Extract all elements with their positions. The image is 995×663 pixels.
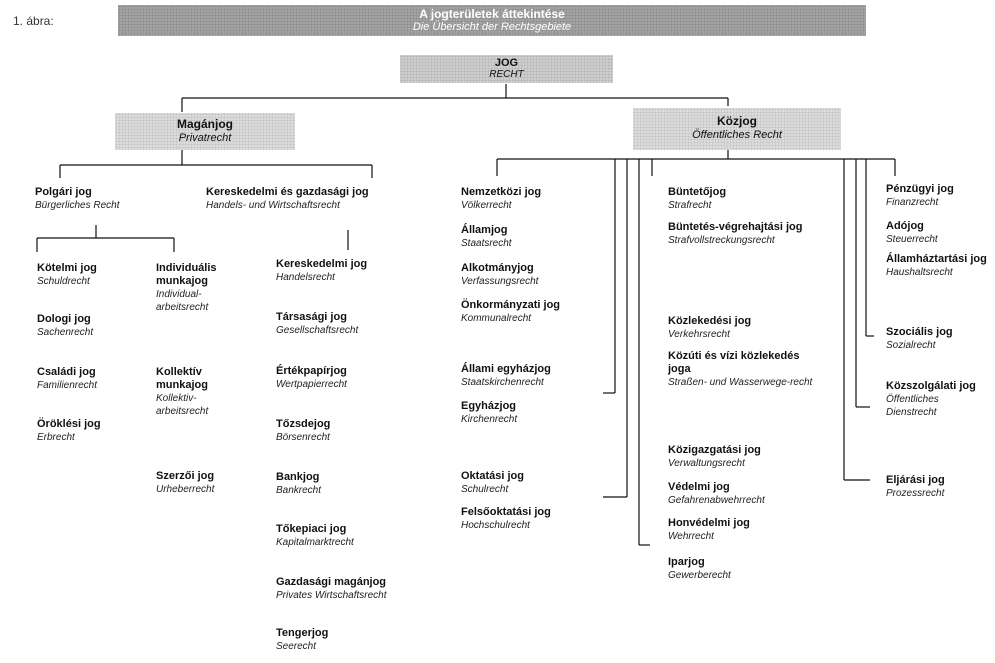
item-hu: Honvédelmi jog bbox=[668, 517, 750, 529]
item-hu: Közlekedési jog bbox=[668, 315, 752, 327]
item-hu: Közszolgálati jog bbox=[886, 380, 976, 392]
item-hu: Nemzetközi jog bbox=[461, 186, 542, 198]
item-de: Steuerrecht bbox=[886, 234, 938, 245]
list-item bbox=[276, 471, 436, 497]
private-law-de: Privatrecht bbox=[178, 132, 232, 144]
list-item bbox=[461, 363, 601, 389]
item-de: Öffentliches Dienstrecht bbox=[886, 394, 939, 418]
item-de: Individual-arbeitsrecht bbox=[156, 289, 209, 313]
item-hu: Kollektív munkajog bbox=[156, 366, 208, 391]
list-item bbox=[886, 253, 991, 279]
list-item bbox=[461, 506, 601, 532]
list-item bbox=[668, 444, 838, 470]
item-hu: Individuális munkajog bbox=[156, 262, 217, 287]
list-item bbox=[461, 186, 601, 212]
item-hu: Társasági jog bbox=[276, 311, 347, 323]
private-law-hu: Magánjog bbox=[177, 117, 233, 131]
list-item bbox=[461, 224, 601, 250]
item-de: Gesellschaftsrecht bbox=[276, 325, 359, 336]
list-item bbox=[37, 418, 147, 444]
item-de: Kommunalrecht bbox=[461, 313, 532, 324]
item-de: Prozessrecht bbox=[886, 488, 945, 499]
item-hu: Alkotmányjog bbox=[461, 262, 534, 274]
item-de: Verwaltungsrecht bbox=[668, 458, 745, 469]
item-hu: Értékpapírjog bbox=[276, 365, 347, 377]
item-hu: Büntetőjog bbox=[668, 186, 727, 198]
item-de: Verkehrsrecht bbox=[668, 329, 730, 340]
item-de: Finanzrecht bbox=[886, 197, 939, 208]
item-de: Handelsrecht bbox=[276, 272, 335, 283]
item-hu: Eljárási jog bbox=[886, 474, 945, 486]
list-item bbox=[668, 556, 838, 582]
item-hu: Iparjog bbox=[668, 556, 705, 568]
commercial-law-node bbox=[206, 186, 416, 212]
item-de: Völkerrecht bbox=[461, 200, 512, 211]
list-item bbox=[886, 220, 991, 246]
list-item bbox=[276, 365, 436, 391]
item-hu: Felsőoktatási jog bbox=[461, 506, 551, 518]
list-item bbox=[886, 380, 976, 419]
item-hu: Tőkepiaci jog bbox=[276, 523, 347, 535]
list-item bbox=[276, 627, 436, 653]
commercial-law-hu: Kereskedelmi és gazdasági jog bbox=[206, 186, 369, 198]
list-item bbox=[886, 183, 991, 209]
item-de: Schulrecht bbox=[461, 484, 509, 495]
item-de: Wehrrecht bbox=[668, 531, 714, 542]
item-de: Familienrecht bbox=[37, 380, 98, 391]
title-hu: A jogterületek áttekintése bbox=[419, 7, 565, 21]
commercial-law-de: Handels- und Wirtschaftsrecht bbox=[206, 200, 340, 211]
list-item bbox=[886, 474, 991, 500]
list-item bbox=[668, 517, 838, 543]
list-item bbox=[276, 311, 436, 337]
root-node bbox=[400, 55, 613, 83]
item-hu: Államjog bbox=[461, 224, 508, 236]
item-de: Hochschulrecht bbox=[461, 520, 530, 531]
item-hu: Szerzői jog bbox=[156, 470, 215, 482]
item-de: Straßen- und Wasserwege-recht bbox=[668, 377, 813, 388]
list-item bbox=[276, 523, 436, 549]
item-de: Sozialrecht bbox=[886, 340, 936, 351]
public-law-de: Öffentliches Recht bbox=[692, 129, 782, 141]
item-hu: Közúti és vízi közlekedés joga bbox=[668, 350, 800, 375]
item-de: Kapitalmarktrecht bbox=[276, 537, 354, 548]
list-item bbox=[461, 470, 601, 496]
item-hu: Pénzügyi jog bbox=[886, 183, 954, 195]
item-hu: Oktatási jog bbox=[461, 470, 524, 482]
item-hu: Kereskedelmi jog bbox=[276, 258, 368, 270]
item-hu: Büntetés-végrehajtási jog bbox=[668, 221, 803, 233]
civil-law-node bbox=[35, 186, 175, 212]
civil-law-hu: Polgári jog bbox=[35, 186, 92, 198]
list-item bbox=[668, 350, 818, 389]
item-de: Haushaltsrecht bbox=[886, 267, 953, 278]
item-de: Staatsrecht bbox=[461, 238, 512, 249]
item-hu: Egyházjog bbox=[461, 400, 517, 412]
item-de: Strafvollstreckungsrecht bbox=[668, 235, 775, 246]
public-law-hu: Közjog bbox=[717, 114, 757, 128]
item-de: Seerecht bbox=[276, 641, 317, 652]
item-hu: Gazdasági magánjog bbox=[276, 576, 387, 588]
item-hu: Adójog bbox=[886, 220, 924, 232]
private-law-box bbox=[115, 113, 295, 150]
item-hu: Kötelmi jog bbox=[37, 262, 97, 274]
list-item bbox=[668, 186, 838, 212]
item-de: Börsenrecht bbox=[276, 432, 330, 443]
item-de: Schuldrecht bbox=[37, 276, 90, 287]
title-de: Die Übersicht der Rechtsgebiete bbox=[412, 21, 572, 33]
civil-law-de: Bürgerliches Recht bbox=[35, 200, 120, 211]
item-de: Gefahrenabwehrrecht bbox=[668, 495, 765, 506]
item-de: Kirchenrecht bbox=[461, 414, 518, 425]
item-de: Wertpapierrecht bbox=[276, 379, 347, 390]
item-de: Erbrecht bbox=[37, 432, 75, 443]
list-item bbox=[156, 262, 226, 314]
item-de: Verfassungsrecht bbox=[461, 276, 539, 287]
list-item bbox=[37, 366, 147, 392]
item-de: Urheberrecht bbox=[156, 484, 215, 495]
item-hu: Tőzsdejog bbox=[276, 418, 331, 430]
list-item bbox=[668, 315, 838, 341]
public-law-box bbox=[633, 108, 841, 150]
item-hu: Közigazgatási jog bbox=[668, 444, 761, 456]
list-item bbox=[276, 258, 436, 284]
list-item bbox=[461, 400, 601, 426]
figure-label: 1. ábra: bbox=[13, 14, 54, 28]
item-hu: Tengerjog bbox=[276, 627, 329, 639]
item-de: Kollektiv-arbeitsrecht bbox=[156, 393, 209, 417]
list-item bbox=[37, 313, 147, 339]
item-hu: Dologi jog bbox=[37, 313, 91, 325]
list-item bbox=[156, 470, 256, 496]
list-item bbox=[276, 418, 436, 444]
item-hu: Védelmi jog bbox=[668, 481, 730, 493]
list-item bbox=[668, 481, 838, 507]
item-de: Strafrecht bbox=[668, 200, 712, 211]
item-de: Staatskirchenrecht bbox=[461, 377, 544, 388]
list-item bbox=[37, 262, 147, 288]
item-de: Sachenrecht bbox=[37, 327, 94, 338]
list-item bbox=[461, 299, 601, 325]
list-item bbox=[886, 326, 991, 352]
item-hu: Szociális jog bbox=[886, 326, 953, 338]
item-hu: Családi jog bbox=[37, 366, 96, 378]
list-item bbox=[461, 262, 601, 288]
list-item bbox=[668, 221, 838, 247]
item-de: Bankrecht bbox=[276, 485, 322, 496]
item-hu: Öröklési jog bbox=[37, 418, 101, 430]
root-hu: JOG bbox=[494, 57, 519, 69]
root-de: RECHT bbox=[489, 69, 524, 80]
list-item bbox=[156, 366, 226, 418]
item-hu: Államháztartási jog bbox=[886, 253, 987, 265]
item-de: Gewerberecht bbox=[668, 570, 731, 581]
item-hu: Állami egyházjog bbox=[461, 363, 551, 375]
list-item bbox=[276, 576, 436, 602]
item-hu: Önkormányzati jog bbox=[461, 299, 561, 311]
item-de: Privates Wirtschaftsrecht bbox=[276, 590, 387, 601]
item-hu: Bankjog bbox=[276, 471, 320, 483]
